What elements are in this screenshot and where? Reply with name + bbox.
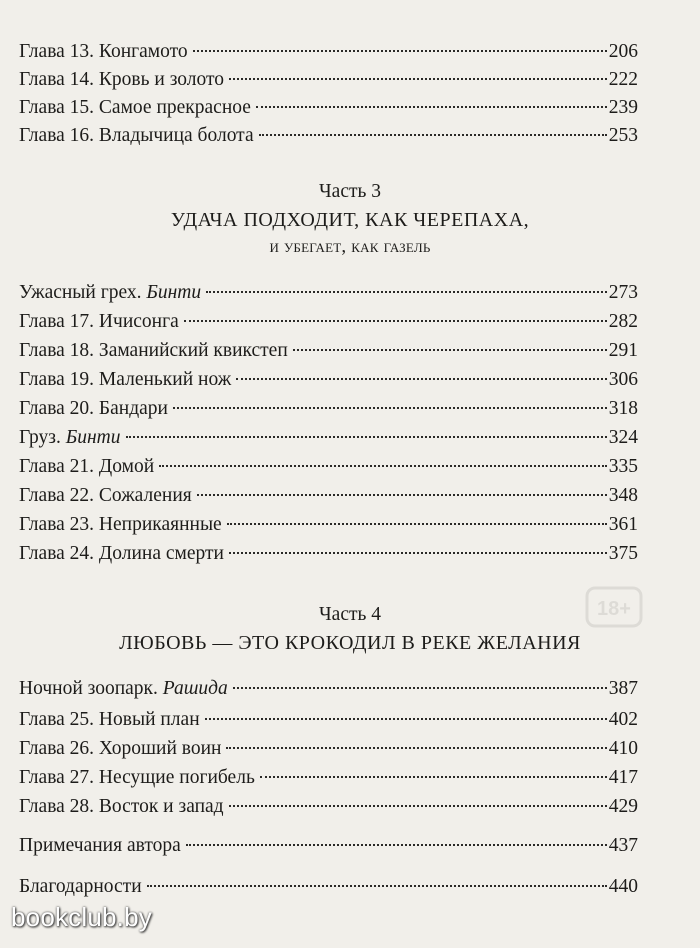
leader-dots [226,747,606,749]
toc-entry-title: Глава 20. Бандари [19,398,168,419]
toc-entry [19,366,638,394]
leader-dots [197,494,607,496]
toc-entry [19,706,638,734]
toc-entry [19,94,638,122]
toc-entry [19,453,638,481]
toc-entry [19,38,638,66]
toc-entry-page: 318 [608,398,638,419]
toc-entry [19,122,638,150]
leader-dots [205,718,607,720]
toc-entry-page: 348 [608,485,638,506]
toc-entry [19,395,638,423]
toc-entry-title: Глава 26. Хороший воин [19,738,222,759]
leader-dots [173,407,607,409]
toc-entry [19,735,638,763]
leader-dots [260,776,607,778]
toc-entry-title: Глава 14. Кровь и золото [19,69,225,90]
leader-dots [233,687,607,689]
toc-entry-title: Примечания автора [19,835,181,856]
toc-entry-page: 417 [608,767,638,788]
leader-dots [259,134,607,136]
toc-entry-title: Глава 28. Восток и запад [19,796,224,817]
toc-entry-title: Глава 25. Новый план [19,709,200,730]
toc-entry-page: 437 [608,835,638,856]
toc-entry-title: Глава 18. Заманийский квикстеп [19,340,288,361]
toc-entry [19,424,638,452]
part-3-title-line-2: и убегает, как газель [269,236,431,257]
toc-entry-title: Глава 15. Самое прекрасное [19,97,251,118]
toc-entry-page: 429 [608,796,638,817]
leader-dots [229,78,607,80]
toc-entry [19,675,638,703]
toc-entry-title: Благодарности [19,876,142,897]
part-4-title: ЛЮБОВЬ — ЭТО КРОКОДИЛ В РЕКЕ ЖЕЛАНИЯ [119,632,581,654]
age-rating-text: 18+ [597,598,631,620]
toc-entry [19,279,638,307]
toc-entry-title: Глава 19. Маленький нож [19,369,232,390]
toc-entry-page: 306 [608,369,638,390]
toc-entry-page: 410 [608,738,638,759]
leader-dots [184,320,607,322]
toc-entry [19,764,638,792]
toc-entry-title: Груз. Бинти [19,427,121,448]
toc-entry [19,482,638,510]
part-3-title-line-1: УДАЧА ПОДХОДИТ, КАК ЧЕРЕПАХА, [170,209,530,231]
toc-entry [19,873,638,901]
toc-entry-title: Глава 21. Домой [19,456,155,477]
site-watermark: bookclub.by [11,902,152,932]
toc-entry-title: Глава 17. Ичисонга [19,311,179,332]
leader-dots [186,844,607,846]
toc-entry-page: 291 [608,340,638,361]
toc-entry-page: 253 [608,125,638,146]
toc-entry-title: Глава 24. Долина смерти [19,543,224,564]
toc-entry-page: 222 [608,69,638,90]
toc-entry-page: 239 [608,97,638,118]
toc-entry-title: Глава 23. Неприкаянные [19,514,222,535]
toc-entry [19,793,638,821]
part-4-label: Часть 4 [318,604,382,625]
toc-entry-page: 206 [608,41,638,62]
toc-entry-title: Глава 27. Несущие погибель [19,767,255,788]
toc-entry-page: 387 [608,678,638,699]
toc-entry-title: Ночной зоопарк. Рашида [19,678,228,699]
leader-dots [193,50,607,52]
leader-dots [227,523,607,525]
toc-entry [19,832,638,860]
toc-entry-title: Ужасный грех. Бинти [19,282,202,303]
leader-dots [147,885,607,887]
toc-entry [19,308,638,336]
toc-entry-title: Глава 13. Конгамото [19,41,188,62]
toc-entry-page: 361 [608,514,638,535]
toc-entry-page: 375 [608,543,638,564]
toc-entry [19,337,638,365]
toc-entry-title: Глава 22. Сожаления [19,485,192,506]
leader-dots [229,805,607,807]
toc-entry-page: 324 [608,427,638,448]
part-3-label: Часть 3 [318,181,382,202]
toc-entry-page: 440 [608,876,638,897]
toc-entry-page: 282 [608,311,638,332]
toc-entry-page: 402 [608,709,638,730]
toc-entry-page: 273 [608,282,638,303]
toc-entry-page: 335 [608,456,638,477]
toc-entry [19,66,638,94]
leader-dots [229,552,607,554]
leader-dots [293,349,607,351]
leader-dots [126,436,607,438]
leader-dots [256,106,607,108]
toc-entry [19,511,638,539]
toc-entry-title: Глава 16. Владычица болота [19,125,254,146]
leader-dots [159,465,607,467]
leader-dots [206,291,607,293]
leader-dots [236,378,607,380]
toc-entry [19,540,638,568]
